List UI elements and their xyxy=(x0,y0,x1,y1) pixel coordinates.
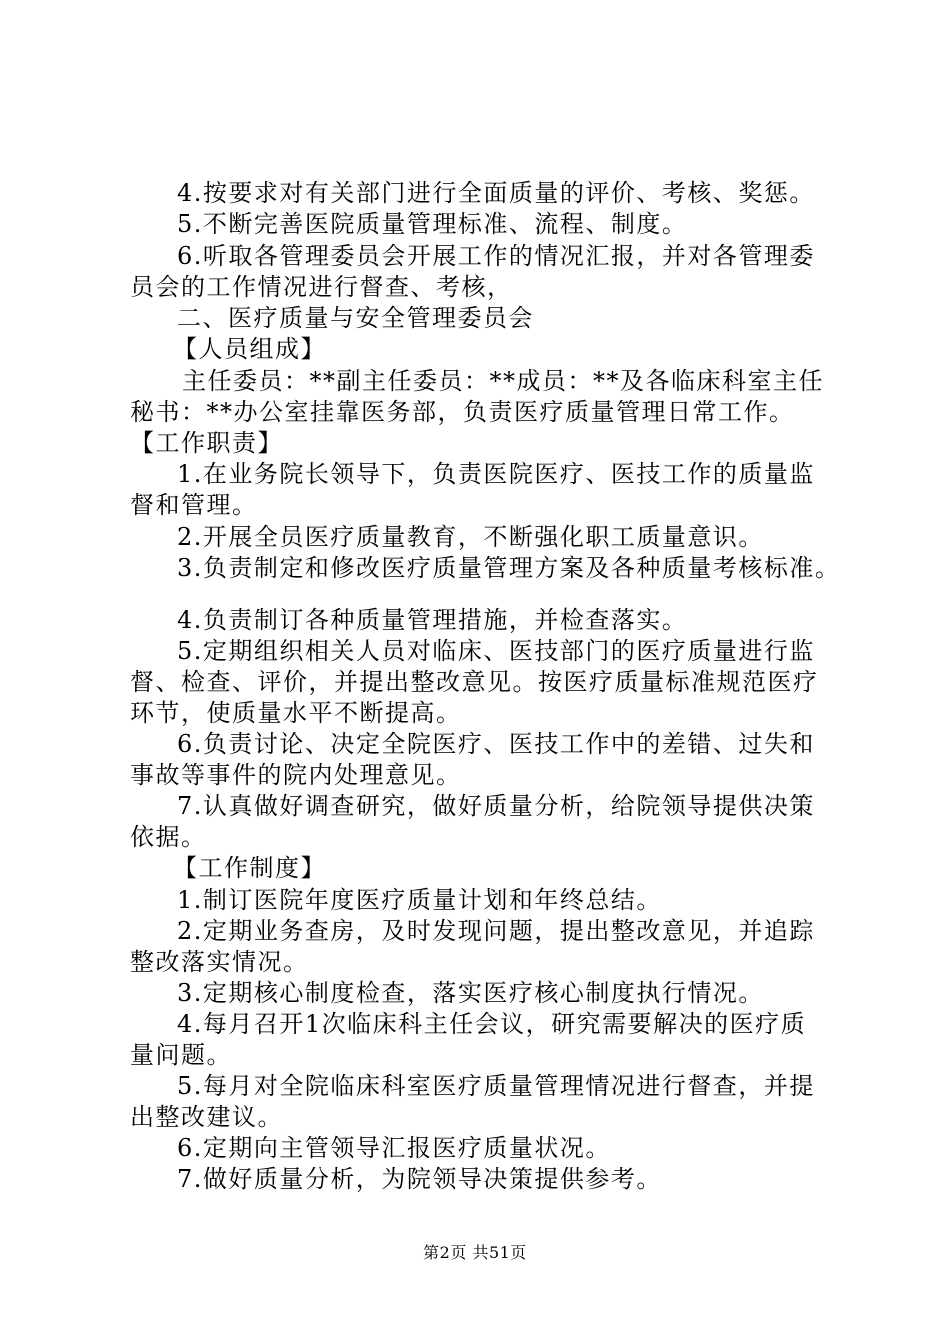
text-line: 依据。 xyxy=(130,823,207,851)
text-line: 员会的工作情况进行督查、考核， xyxy=(130,273,513,301)
subsection-heading: 【工作制度】 xyxy=(173,854,326,882)
text-line: 环节，使质量水平不断提高。 xyxy=(130,699,462,727)
text-line: 主任委员：**副主任委员：**成员：**及各临床科室主任 xyxy=(182,367,824,395)
text-line: 4.每月召开1次临床科主任会议，研究需要解决的医疗质 xyxy=(177,1010,807,1038)
text-line: 2.定期业务查房，及时发现问题，提出整改意见，并追踪 xyxy=(177,917,815,945)
section-heading: 二、医疗质量与安全管理委员会 xyxy=(177,304,534,332)
text-line: 7.做好质量分析，为院领导决策提供参考。 xyxy=(177,1165,662,1193)
text-line: 4.按要求对有关部门进行全面质量的评价、考核、奖惩。 xyxy=(177,179,815,207)
text-line: 6.听取各管理委员会开展工作的情况汇报，并对各管理委 xyxy=(177,242,815,270)
text-line: 1.在业务院长领导下，负责医院医疗、医技工作的质量监 xyxy=(177,460,815,488)
subsection-heading: 【人员组成】 xyxy=(173,335,326,363)
text-line: 5.每月对全院临床科室医疗质量管理情况进行督查，并提 xyxy=(177,1072,815,1100)
text-line: 2.开展全员医疗质量教育，不断强化职工质量意识。 xyxy=(177,523,764,551)
text-line: 5.不断完善医院质量管理标准、流程、制度。 xyxy=(177,210,688,238)
page-number-footer: 第2页 共51页 xyxy=(423,1243,527,1262)
text-line: 事故等事件的院内处理意见。 xyxy=(130,761,462,789)
text-line: 7.认真做好调查研究，做好质量分析，给院领导提供决策 xyxy=(177,792,815,820)
text-line: 1.制订医院年度医疗质量计划和年终总结。 xyxy=(177,886,662,914)
subsection-heading: 【工作职责】 xyxy=(130,429,283,457)
text-line: 3.负责制定和修改医疗质量管理方案及各种质量考核标准。 xyxy=(177,554,841,582)
text-line: 督和管理。 xyxy=(130,491,258,519)
text-line: 出整改建议。 xyxy=(130,1103,283,1131)
text-line: 3.定期核心制度检查，落实医疗核心制度执行情况。 xyxy=(177,979,764,1007)
text-line: 6.定期向主管领导汇报医疗质量状况。 xyxy=(177,1134,611,1162)
text-line: 秘书：**办公室挂靠医务部，负责医疗质量管理日常工作。 xyxy=(130,398,795,426)
text-line: 5.定期组织相关人员对临床、医技部门的医疗质量进行监 xyxy=(177,637,815,665)
text-line: 督、检查、评价，并提出整改意见。按医疗质量标准规范医疗 xyxy=(130,668,819,696)
text-line: 4.负责制订各种质量管理措施，并检查落实。 xyxy=(177,606,688,634)
text-line: 6.负责讨论、决定全院医疗、医技工作中的差错、过失和 xyxy=(177,730,815,758)
text-line: 整改落实情况。 xyxy=(130,948,309,976)
text-line: 量问题。 xyxy=(130,1041,232,1069)
